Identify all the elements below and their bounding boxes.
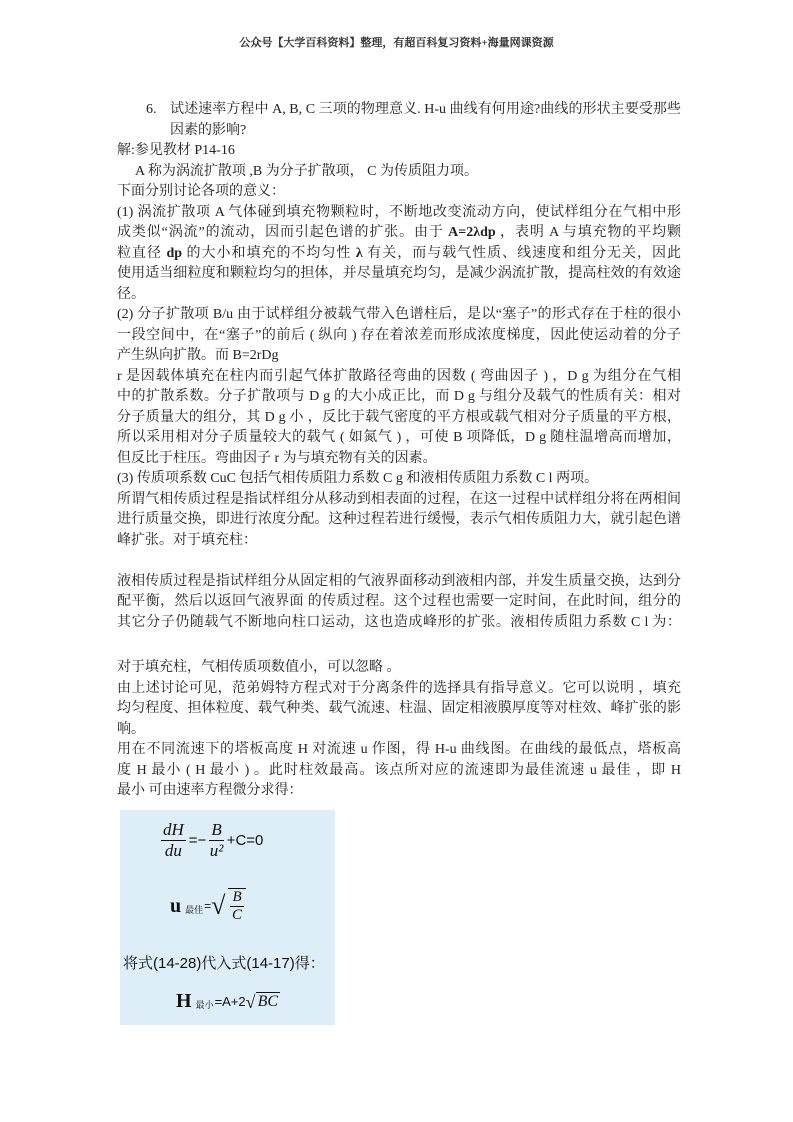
subscript: 最小 (195, 1000, 214, 1010)
text-line: 但反比于柱压。弯曲因子 r 为与填充物有关的因素。 (117, 450, 437, 466)
text-segment: 粒直径 (117, 245, 167, 261)
h-minimum-equation (176, 990, 280, 1013)
equals-minus: =− (188, 832, 207, 849)
text-line: 峰扩张。对于填充柱： (117, 532, 257, 548)
u-symbol: u (170, 894, 182, 917)
text-line: 一段空间中，在“塞子”的前后 ( 纵向 ) 存在着浓差而形成浓度梯度，因此使运动着的分子 (117, 327, 681, 343)
h-symbol: H (176, 990, 192, 1012)
dp-bold: dp (166, 245, 183, 261)
numerator: dH (163, 820, 184, 839)
derivative-equation (158, 820, 263, 861)
text-segment: 有关，而与载气性质、线速度和组分无关，因此 (362, 245, 681, 261)
text-line: 用在不同流速下的塔板高度 H 对流速 u 作图，得 H-u 曲线图。在曲线的最低点，塔板高 (117, 742, 681, 757)
square-root (246, 992, 280, 1011)
text-line: (2) 分子扩散项 B/u 由于试样组分被载气带入色谱柱后，是以“塞子”的形式存在于柱的很小 (117, 307, 681, 322)
text-line: (3) 传质项系数 CuC 包括气相传质阻力系数 C g 和液相传质阻力系数 C l 两项。 (117, 471, 599, 486)
text-line: 响。 (117, 721, 145, 737)
denominator: u² (209, 841, 224, 860)
text-line: 配平衡，然后以返回气液界面 的传质过程。这个过程也需要一定时间，在此时间，组分的 (117, 594, 681, 609)
text-line: 产生纵向扩散。而 B=2rDg (117, 348, 279, 363)
text-segment: 的大小和填充的不均匀性 (182, 245, 356, 261)
text-line: 均匀程度、担体粒度、载气种类、载气流速、柱温、固定相液膜厚度等对柱效、峰扩张的影 (117, 701, 681, 716)
page-header-watermark: 公众号【大学百科资料】整理，有超百科复习资料+海量网课资源 (239, 37, 554, 49)
formula-a-bold: A=2λdp (448, 225, 496, 240)
square-root (211, 888, 248, 924)
text-line: 径。 (117, 286, 145, 302)
b-over-u2-fraction (209, 820, 223, 861)
text-line: 所谓气相传质过程是指试样组分从移动到相表面的过程，在这一过程中试样组分将在两相间 (117, 491, 681, 507)
text-line: 下面分别讨论各项的意义： (117, 184, 285, 199)
question-text: 试述速率方程中 A, B, C 三项的物理意义. H-u 曲线有何用途?曲线的形状主要受那些 (170, 102, 681, 117)
equals: = (204, 899, 212, 913)
lambda-bold: λ (355, 245, 363, 261)
text-line: 其它分子仍随载气不断地向柱口运动，这也造成峰形的扩张。液相传质阻力系数 C l 为： (117, 614, 681, 630)
text-line: 进行质量交换，即进行浓度分配。这种过程若进行缓慢，表示气相传质阻力大，就引起色谱 (117, 512, 681, 527)
radicand: BC (257, 993, 279, 1010)
text-line: 液相传质过程是指试样组分从固定相的气液界面移动到液相内部，并发生质量交换，达到分 (117, 573, 681, 589)
u-optimal-equation (170, 888, 249, 924)
question-line-2: 因素的影响? (170, 122, 247, 138)
numerator: B (211, 820, 222, 839)
text-line: 所以采用相对分子质量较大的载气 ( 如氮气 ) ，可使 B 项降低，D g 随柱温增高而增加， (117, 430, 681, 445)
text-segment: ，表明 A 与填充物的平均颗 (495, 225, 681, 240)
numerator: B (232, 889, 242, 905)
formula-image (120, 810, 335, 1025)
text-line: 度 H 最小 ( H 最小 ) 。此时柱效最高。该点所对应的流速即为最佳流速 u 最佳 ，即 H (117, 762, 681, 778)
text-line: r 是因载体填充在柱内而引起气体扩散路径弯曲的因数 ( 弯曲因子 ) ，D g 为组分在气相 (117, 368, 681, 384)
text-line: A 称为涡流扩散项 ,B 为分子扩散项， C 为传质阻力项。 (135, 163, 479, 179)
question-line-1 (117, 100, 681, 121)
equation-part: =A+2 (214, 994, 246, 1009)
text-line: (1) 涡流扩散项 A 气体碰到填充物颗粒时，不断地改变流动方向，使试样组分在气相中形 (117, 204, 681, 220)
radical-sign: √ (245, 991, 256, 1012)
text-line: 中的扩散系数。分子扩散项与 D g 的大小成正比，而 D g 与组分及载气的性质有关：相对 (117, 389, 681, 404)
blank-line (117, 551, 681, 572)
denominator: du (164, 841, 182, 860)
text-line: 由上述讨论可见，范弟姆特方程式对于分离条件的选择具有指导意义。它可以说明 ，填充 (117, 680, 681, 696)
b-over-c-fraction (228, 888, 245, 924)
document-body (117, 100, 681, 802)
text-segment: 成类似“涡流”的流动，因而引起色谱的扩张。由于 (117, 225, 449, 240)
text-line (117, 244, 681, 265)
radical-sign: √ (211, 891, 226, 920)
answer-reference: 解:参见教材 P14-16 (117, 143, 235, 158)
text-line: 最小 可由速率方程微分求得： (117, 783, 303, 798)
text-line (117, 223, 681, 244)
text-line: 分子质量大的组分，其 D g 小 ，反比于载气密度的平方根或载气相对分子质量的平方根， (117, 409, 681, 425)
blank-line (117, 633, 681, 658)
denominator: C (232, 907, 243, 923)
substitution-text: 将式(14-28)代入式(14-17)得： (123, 955, 325, 972)
dh-du-fraction (161, 820, 186, 861)
subscript: 最佳 (185, 904, 204, 915)
question-number: 6. (146, 102, 157, 117)
text-line: 对于填充柱，气相传质项数值小，可以忽略 。 (117, 660, 401, 675)
equation-tail: +C=0 (226, 832, 264, 849)
text-line: 使用适当细粒度和颗粒均匀的担体，并尽量填充均匀，是减少涡流扩散，提高柱效的有效途 (117, 266, 681, 281)
